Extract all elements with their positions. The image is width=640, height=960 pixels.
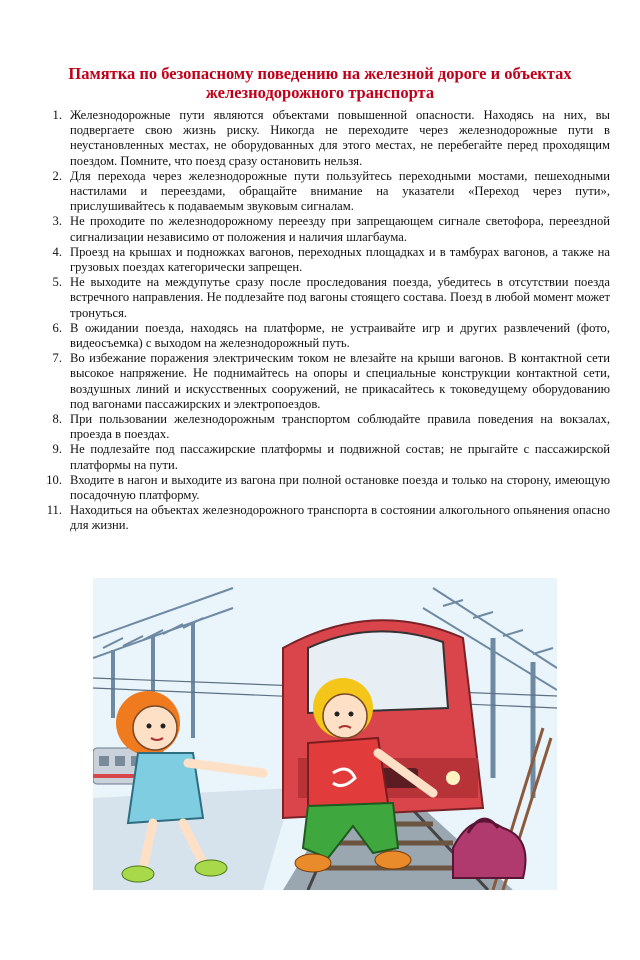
item-text: Не выходите на междупутье сразу после проследования поезда, убедитесь в отсутствии поезда встречного направления. Не подлезайте под вагоны стоящего состава. Поезд в любой момент может тронуться. (70, 275, 610, 320)
headlight-right (446, 771, 460, 785)
item-text: Проезд на крышах и подножках вагонов, переходных площадках и в тамбурах вагонов, а также на грузовых поездах категорически запрещен. (70, 244, 610, 275)
list-item (38, 108, 610, 169)
item-text: Железнодорожные пути являются объектами повышенной опасности. Находясь на них, вы подвергаете свою жизнь риску. Никогда не переходите через железнодорожные пути в неустановленных местах, не оборудованных для этого местах, не перебегайте перед проходящим поездом. Помните, что поезд сразу остановить нельзя. (70, 108, 610, 168)
list-item (38, 442, 610, 472)
list-item (38, 321, 610, 351)
item-text: Во избежание поражения электрическим током не влезайте на крыши вагонов. В контактной сети высокое напряжение. Не поднимайтесь на опоры и специальные конструкции контактной сети, воздушных линий и искусственных сооружений, не прикасайтесь к токоведущему оборудованию под вагонами пассажирских и электропоездов. (70, 351, 610, 411)
item-text: Для перехода через железнодорожные пути пользуйтесь переходными мостами, пешеходными настилами и переездами, обращайте внимание на указатели «Переход через пути», прислушивайтесь к подаваемым звуковым сигналам. (70, 168, 610, 214)
list-item (38, 503, 610, 533)
boy-face (323, 694, 367, 738)
item-number: 10. (46, 472, 62, 487)
item-number: 2. (52, 168, 62, 183)
list-item (38, 412, 610, 442)
item-text: В ожидании поезда, находясь на платформе, не устраивайте игр и других развлечений (фото, видеосъемка) с выходом на железнодорожный путь. (70, 320, 610, 351)
list-item (38, 169, 610, 215)
page-title: Памятка по безопасному поведению на железной дороге и объектах железнодорожного транспорта (68, 64, 572, 102)
item-number: 4. (52, 244, 62, 259)
illustration-children-near-train (93, 578, 557, 890)
item-text: При пользовании железнодорожным транспортом соблюдайте правила поведения на вокзалах, проезда в поездах. (70, 412, 610, 442)
list-item (38, 245, 610, 275)
item-number: 7. (52, 351, 62, 366)
boy-shirt (308, 738, 388, 808)
girl-face (133, 706, 177, 750)
list-item (38, 473, 610, 503)
item-text: Не проходите по железнодорожному переезду при запрещающем сигнале светофора, переездной сигнализации независимо от положения и наличия шлагбаума. (70, 214, 610, 244)
item-text: Входите в нагон и выходите из вагона при полной остановке поезда и только на сторону, имеющую посадочную платформу. (70, 472, 610, 503)
item-number: 6. (52, 320, 62, 335)
item-number: 9. (52, 442, 62, 457)
list-item (38, 214, 610, 244)
item-number: 3. (52, 214, 62, 229)
item-number: 1. (52, 108, 62, 122)
item-number: 8. (52, 412, 62, 427)
item-number: 5. (52, 275, 62, 290)
rules-list (38, 108, 610, 534)
list-item (38, 351, 610, 412)
illustration-svg (93, 578, 557, 890)
item-number: 11. (46, 503, 62, 518)
list-item (38, 275, 610, 321)
item-text: Находиться на объектах железнодорожного транспорта в состоянии алкогольного опьянения опасно для жизни. (70, 503, 610, 533)
item-text: Не подлезайте под пассажирские платформы и подвижной состав; не прыгайте с пассажирской платформы на пути. (70, 442, 610, 472)
